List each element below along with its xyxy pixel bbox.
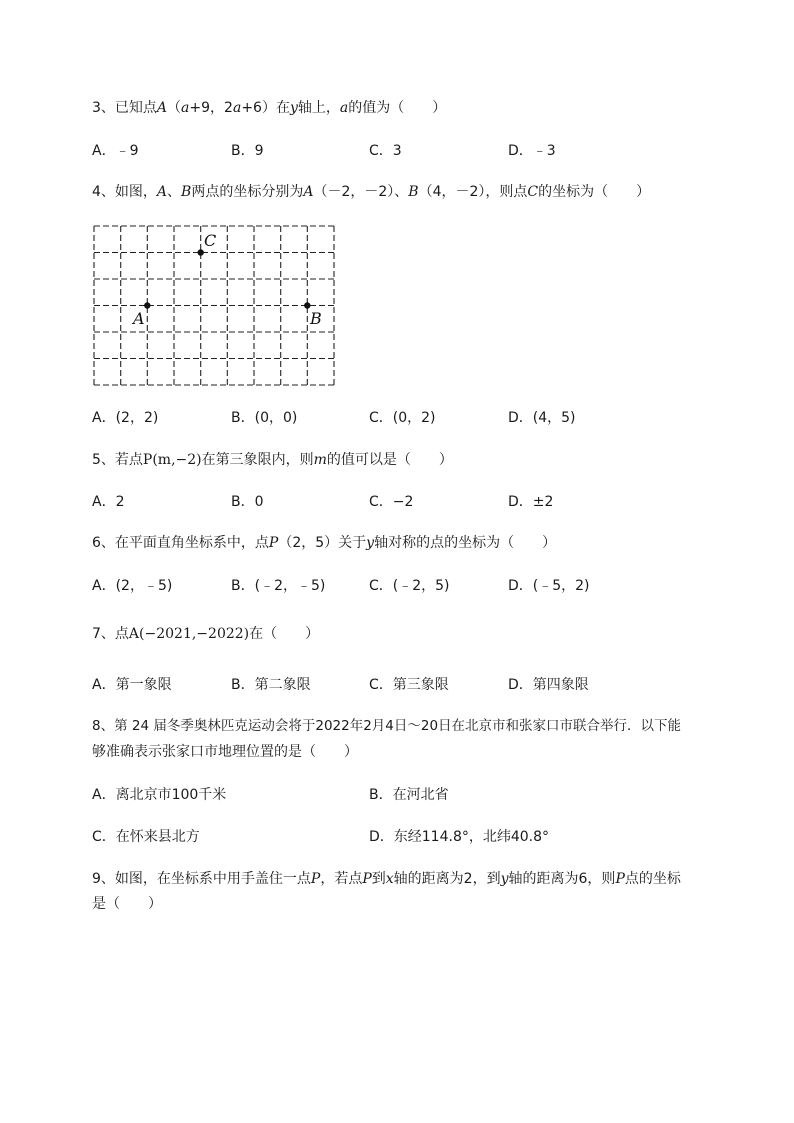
q9-text: 轴的距离为2，到 (393, 871, 501, 887)
q3-var: a (339, 100, 349, 116)
q7-option-a: A．第一象限 (92, 677, 172, 693)
q7-option-d: D．第四象限 (508, 677, 589, 693)
q4-var: A (156, 184, 168, 200)
label-a: A (133, 309, 145, 328)
q7-text: 7、点 (92, 626, 129, 642)
q7-point: A(−2021,−2022) (128, 626, 250, 642)
q3-text: +6）在 (241, 100, 290, 116)
q4-var: B (408, 184, 419, 200)
q4-var: C (527, 184, 539, 200)
point-a (144, 302, 150, 308)
q6-text: 6、在平面直角坐标系中，点 (92, 535, 269, 551)
q8-option-c: C．在怀来县北方 (92, 829, 200, 845)
question-8-stem-line2: 够准确表示张家口市地理位置的是（ ） (92, 744, 358, 760)
q3-text: 轴上， (297, 100, 340, 116)
question-6-stem (92, 533, 556, 553)
q3-text: +9，2 (189, 100, 233, 116)
q6-text: （2，5）关于 (278, 535, 367, 551)
q3-var: a (232, 100, 242, 116)
q3-text: 3、已知点 (92, 100, 157, 116)
point-c (198, 249, 204, 255)
q7-option-c: C．第三象限 (369, 677, 449, 693)
q7-text: 在（ ） (249, 626, 320, 642)
grid-figure (92, 224, 338, 390)
q7-option-b: B．第二象限 (231, 677, 311, 693)
q3-var: a (181, 100, 190, 116)
q6-var: y (366, 535, 375, 551)
q6-option-a: A．(2，﹣5) (92, 578, 173, 594)
q8-option-a: A．离北京市100千米 (92, 787, 227, 803)
q5-option-b: B．0 (231, 494, 264, 510)
q9-var: P (615, 871, 625, 887)
q3-var: y (289, 100, 298, 116)
q3-option-b: B．9 (231, 143, 264, 159)
q9-var: P (362, 871, 372, 887)
q5-text: 的值可以是（ ） (326, 452, 453, 468)
q6-option-b: B．(﹣2，﹣5) (231, 578, 326, 594)
q3-text: 的值为（ ） (348, 100, 447, 116)
q3-option-d: D．﹣3 (508, 143, 556, 159)
q4-text: （4，－2），则点 (418, 184, 528, 200)
q4-text: 两点的坐标分别为 (191, 184, 304, 200)
q9-text: 9、如图，在坐标系中用手盖住一点 (92, 871, 311, 887)
q4-var: A (303, 184, 314, 200)
question-5-stem (92, 450, 453, 470)
q6-option-c: C．(﹣2，5) (369, 578, 450, 594)
q3-var: A (156, 100, 168, 116)
question-9-stem-line2: 是（ ） (92, 896, 162, 912)
q4-option-b: B．(0，0) (231, 410, 298, 426)
point-b (304, 302, 310, 308)
q5-var: m (313, 452, 327, 468)
q6-text: 轴对称的点的坐标为（ ） (374, 535, 557, 551)
q4-var: B (181, 184, 192, 200)
q9-var: P (310, 871, 321, 887)
q8-option-d: D．东经114.8°，北纬40.8° (369, 829, 550, 845)
q5-option-a: A．2 (92, 494, 125, 510)
q4-text: （－2，－2）、 (313, 184, 409, 200)
q3-option-c: C．3 (369, 143, 402, 159)
question-9-stem-line1 (92, 869, 681, 889)
label-c: C (204, 231, 217, 250)
question-3-stem (92, 98, 446, 118)
q4-option-a: A．(2，2) (92, 410, 159, 426)
question-8-stem-line1: 8、第 24 届冬季奥林匹克运动会将于2022年2月4日～20日在北京市和张家口市联合举行．以下能 (92, 718, 682, 734)
q3-option-a: A．﹣9 (92, 143, 139, 159)
q6-var: P (268, 535, 279, 551)
q4-text: 、 (167, 184, 182, 200)
q4-text: 4、如图， (92, 184, 157, 200)
question-4-stem (92, 182, 650, 202)
q4-text: 的坐标为（ ） (538, 184, 651, 200)
q6-option-d: D．(﹣5，2) (508, 578, 590, 594)
label-b: B (310, 309, 322, 328)
q9-text: 点的坐标 (624, 871, 681, 887)
question-7-stem (92, 624, 319, 644)
q5-text: 在第三象限内，则 (201, 452, 314, 468)
q8-option-b: B．在河北省 (369, 787, 449, 803)
q3-text: （ (167, 100, 182, 116)
q9-text: ，若点 (320, 871, 363, 887)
q9-text: 到 (371, 871, 386, 887)
q5-text: 5、若点 (92, 452, 143, 468)
q9-var: y (500, 871, 509, 887)
q4-option-d: D．(4，5) (508, 410, 576, 426)
q5-point: P(m,−2) (142, 452, 202, 468)
q5-option-c: C．−2 (369, 494, 414, 510)
q9-text: 轴的距离为6，则 (508, 871, 616, 887)
q9-var: x (385, 871, 394, 887)
q4-option-c: C．(0，2) (369, 410, 436, 426)
q5-option-d: D．±2 (508, 494, 554, 510)
